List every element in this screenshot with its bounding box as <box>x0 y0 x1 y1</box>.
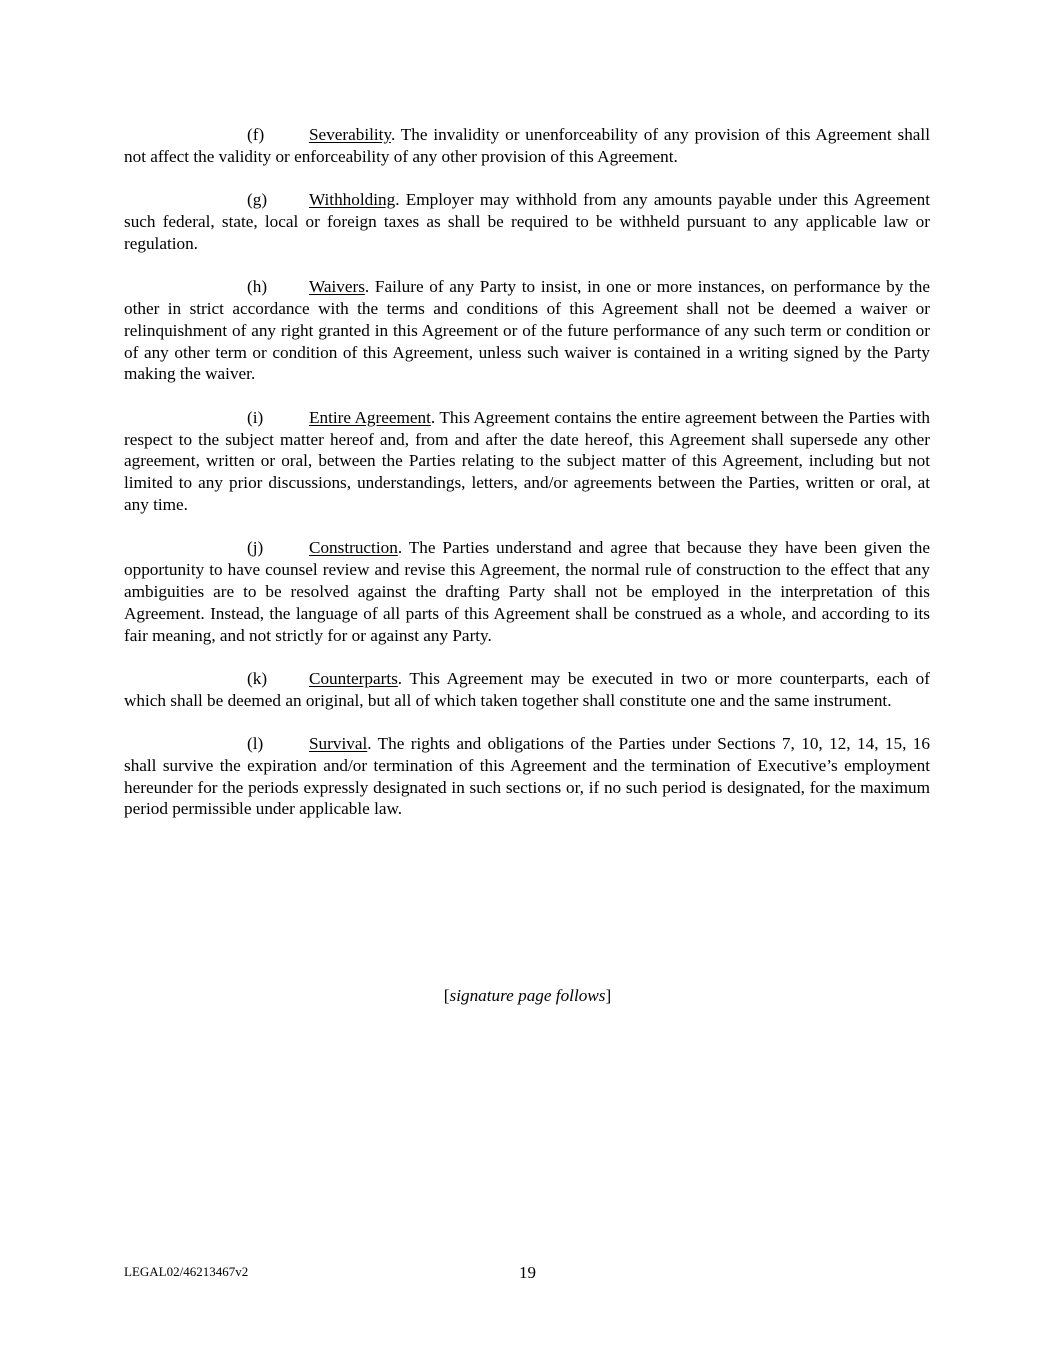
section-number: (f) <box>247 125 265 144</box>
section-entire-agreement <box>124 407 930 516</box>
section-number: (g) <box>247 190 268 210</box>
section-text: . The Parties understand and agree that because they have been given the opportunity to have counsel review and revise this Agreement, the normal rule of construction to the effect that any ambiguities are to be resolved against the drafting Party shall not be employed in the interpretation of this Agreement. Instead, the language of all parts of this Agreement shall be construed as a whole, and according to its fair meaning, and not strictly for or against any Party. <box>124 538 930 645</box>
section-number: (i) <box>247 407 264 427</box>
section-number: (l) <box>247 734 264 754</box>
section-heading: Construction <box>309 538 398 558</box>
section-number: (k) <box>247 668 268 688</box>
section-counterparts <box>124 668 930 712</box>
signature-note-close-bracket: ] <box>605 986 612 1005</box>
section-severability <box>124 124 930 168</box>
section-withholding <box>124 189 930 254</box>
section-heading: Entire Agreement <box>309 407 431 427</box>
section-construction <box>124 537 930 646</box>
section-text: . The rights and obligations of the Parties under Sections 7, 10, 12, 14, 15, 16 shall survive the expiration and/or termination of this Agreement and the termination of Executive’s employment hereunder for the periods expressly designated in such sections or, if no such period is designated, for the maximum period permissible under applicable law. <box>124 734 930 819</box>
section-text: . This Agreement may be executed in two or more counterparts, each of which shall be deemed an original, but all of which taken together shall constitute one and the same instrument. <box>124 668 930 710</box>
signature-page-note <box>0 985 1055 1007</box>
section-heading: Counterparts <box>309 668 398 688</box>
section-text: . This Agreement contains the entire agreement between the Parties with respect to the subject matter hereof and, from and after the date hereof, this Agreement shall supersede any other agreement, written or oral, between the Parties relating to the subject matter of this Agreement, including but not limited to any prior discussions, understandings, letters, and/or agreements between the Parties, written or oral, at any time. <box>124 407 931 514</box>
document-body <box>124 124 930 842</box>
footer-document-id: LEGAL02/46213467v2 <box>124 1264 249 1279</box>
page-number: 19 <box>519 1263 536 1282</box>
section-number: (j) <box>247 538 264 558</box>
section-text: . Employer may withhold from any amounts payable under this Agreement such federal, state, local or foreign taxes as shall be required to be withheld pursuant to any applicable law or regulation. <box>124 190 930 253</box>
section-survival <box>124 733 930 820</box>
section-number: (h) <box>247 277 268 297</box>
signature-note-open-bracket: [ <box>443 986 450 1005</box>
section-text: . The invalidity or unenforceability of any provision of this Agreement shall not affect the validity or enforceability of any other provision of this Agreement. <box>124 125 930 166</box>
section-heading: Severability <box>309 125 391 144</box>
section-heading: Withholding <box>309 190 396 210</box>
section-heading: Waivers <box>309 277 365 297</box>
signature-note-text: signature page follows <box>449 986 606 1005</box>
section-waivers <box>124 276 930 385</box>
section-heading: Survival <box>309 734 368 754</box>
section-text: . Failure of any Party to insist, in one or more instances, on performance by the other in strict accordance with the terms and conditions of this Agreement shall not be deemed a waiver or relinquishment of any right granted in this Agreement or of the future performance of any such term or condition or of any other term or condition of this Agreement, unless such waiver is contained in a writing signed by the Party making the waiver. <box>124 277 930 384</box>
